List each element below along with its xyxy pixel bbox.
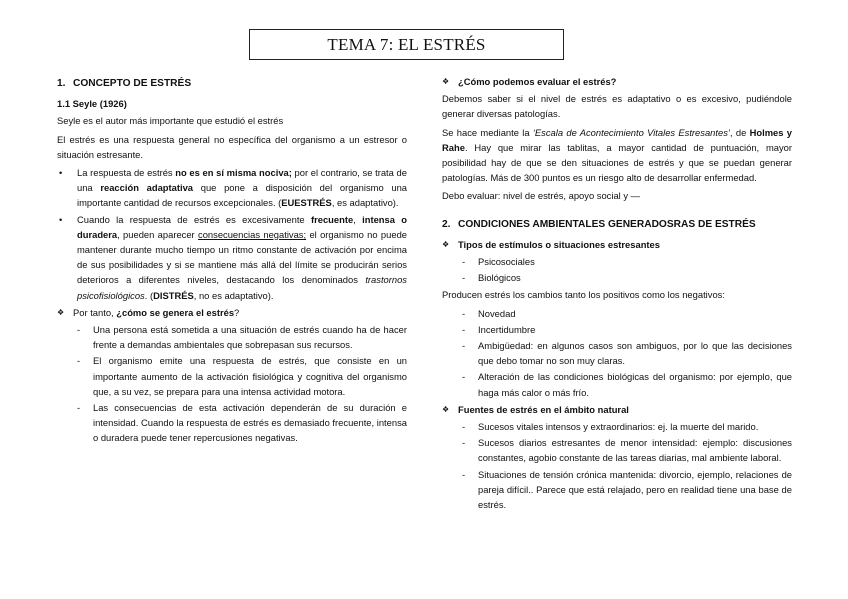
right-column bbox=[442, 72, 792, 514]
list-item: - Las consecuencias de esta activación dependerán de su duración e intensidad. Cuando la respuesta de estrés es demasiado frecuente, intensa o duradera puede tener repercusiones negativas. bbox=[73, 400, 407, 446]
dash-list bbox=[73, 322, 407, 446]
list-item: • Cuando la respuesta de estrés es excesivamente frecuente, intensa o duradera, pueden aparecer consecuencias negativas; el organismo no puede mantener durante mucho tiempo un ritmo constante de activación por encima de sus posibilidades y si se mantiene más allá del límite se producirán serios deterioros a diferentes niveles, destacando los denominados trastornos psicofisiológicos. (DISTRÉS, no es adaptativo). bbox=[57, 212, 407, 303]
list-item: • La respuesta de estrés no es en sí misma nociva; por el contrario, se trata de una reacción adaptativa que pone a disposición del organismo una importante cantidad de recursos excepcionales. (EUESTRÉS, es adaptativo). bbox=[57, 165, 407, 211]
dash-icon: - bbox=[462, 468, 466, 480]
section-1-heading: 1. CONCEPTO DE ESTRÉS bbox=[57, 78, 192, 89]
list-item: - Incertidumbre bbox=[458, 322, 792, 337]
paragraph: Seyle es el autor más importante que estudió el estrés bbox=[57, 115, 284, 127]
list-item: - Una persona está sometida a una situación de estrés cuando ha de hacer frente a demandas ambientales que sobrepasan sus recursos. bbox=[73, 322, 407, 352]
diamond-heading: ❖ Tipos de estímulos o situaciones estresantes bbox=[442, 237, 792, 252]
bullet-icon: • bbox=[59, 213, 63, 225]
dash-list bbox=[458, 254, 792, 285]
list-item: - Alteración de las condiciones biológicas del organismo: por ejemplo, que haga más calor o más frío. bbox=[458, 369, 792, 399]
list-item: - Ambigüedad: en algunos casos son ambiguos, por lo que las decisiones que debo tomar no son muy claras. bbox=[458, 338, 792, 368]
diamond-bullet-icon: ❖ bbox=[442, 77, 450, 86]
diamond-heading: ❖ Fuentes de estrés en el ámbito natural bbox=[442, 402, 792, 417]
diamond-bullet-icon: ❖ bbox=[442, 404, 450, 414]
dash-icon: - bbox=[462, 437, 466, 449]
list-item: - Sucesos diarios estresantes de menor intensidad: ejemplo: discusiones constantes, agobio constante de las tareas diarias, mal ambiente laboral. bbox=[458, 435, 792, 465]
bullet-list bbox=[57, 165, 407, 303]
page-title: TEMA 7: EL ESTRÉS bbox=[249, 29, 564, 60]
paragraph: Producen estrés los cambios tanto los positivos como los negativos: bbox=[442, 289, 725, 301]
paragraph: El estrés es una respuesta general no específica del organismo a un estresor o situación estresante. bbox=[57, 133, 407, 160]
subsection-1-1-heading: 1.1 Seyle (1926) bbox=[57, 98, 127, 110]
dash-icon: - bbox=[462, 256, 466, 268]
bullet-icon: • bbox=[59, 167, 63, 179]
dash-list bbox=[458, 306, 792, 400]
dash-icon: - bbox=[462, 307, 466, 319]
dash-icon: - bbox=[77, 324, 81, 336]
dash-icon: - bbox=[77, 402, 81, 414]
dash-icon: - bbox=[77, 355, 81, 367]
left-column bbox=[57, 72, 407, 448]
diamond-item: ❖ Por tanto, ¿cómo se genera el estrés? bbox=[57, 305, 407, 320]
dash-list bbox=[458, 419, 792, 512]
dash-icon: - bbox=[462, 272, 466, 284]
list-item: - Psicosociales bbox=[458, 254, 792, 269]
list-item: - Sucesos vitales intensos y extraordinarios: ej. la muerte del marido. bbox=[458, 419, 792, 434]
diamond-bullet-icon: ❖ bbox=[57, 307, 65, 317]
dash-icon: - bbox=[462, 340, 466, 352]
diamond-bullet-icon: ❖ bbox=[442, 239, 450, 249]
list-item: - Biológicos bbox=[458, 270, 792, 285]
diamond-heading: ❖ ¿Cómo podemos evaluar el estrés? bbox=[442, 74, 792, 89]
list-item: - Novedad bbox=[458, 306, 792, 321]
dash-icon: - bbox=[462, 371, 466, 383]
list-item: - Situaciones de tensión crónica mantenida: divorcio, ejemplo, relaciones de pareja difícil.. Parece que está relajado, pero en realidad tiene una base de estrés. bbox=[458, 467, 792, 513]
paragraph: Se hace mediante la ‘Escala de Acontecimiento Vitales Estresantes’, de Holmes y Rahe. Hay que mirar las tablitas, a mayor cantidad de puntuación, mayor posibilidad hay de que se den situaciones de estrés y que se puedan generar patologías. Más de 300 puntos es un riesgo alto de desarrollar enfermedad. bbox=[442, 126, 792, 184]
list-item: - El organismo emite una respuesta de estrés, que consiste en un importante aumento de la activación fisiológica y cognitiva del organismo que, a su vez, se prepara para una intensa actividad motora. bbox=[73, 353, 407, 399]
dash-icon: - bbox=[462, 323, 466, 335]
dash-icon: - bbox=[462, 421, 466, 433]
paragraph: Debo evaluar: nivel de estrés, apoyo social y — bbox=[442, 190, 641, 202]
paragraph: Debemos saber si el nivel de estrés es adaptativo o es excesivo, pudiéndole generar diversas patologías. bbox=[442, 93, 792, 120]
section-2-heading: 2. CONDICIONES AMBIENTALES GENERADOSRAS DE ESTRÉS bbox=[442, 218, 756, 230]
